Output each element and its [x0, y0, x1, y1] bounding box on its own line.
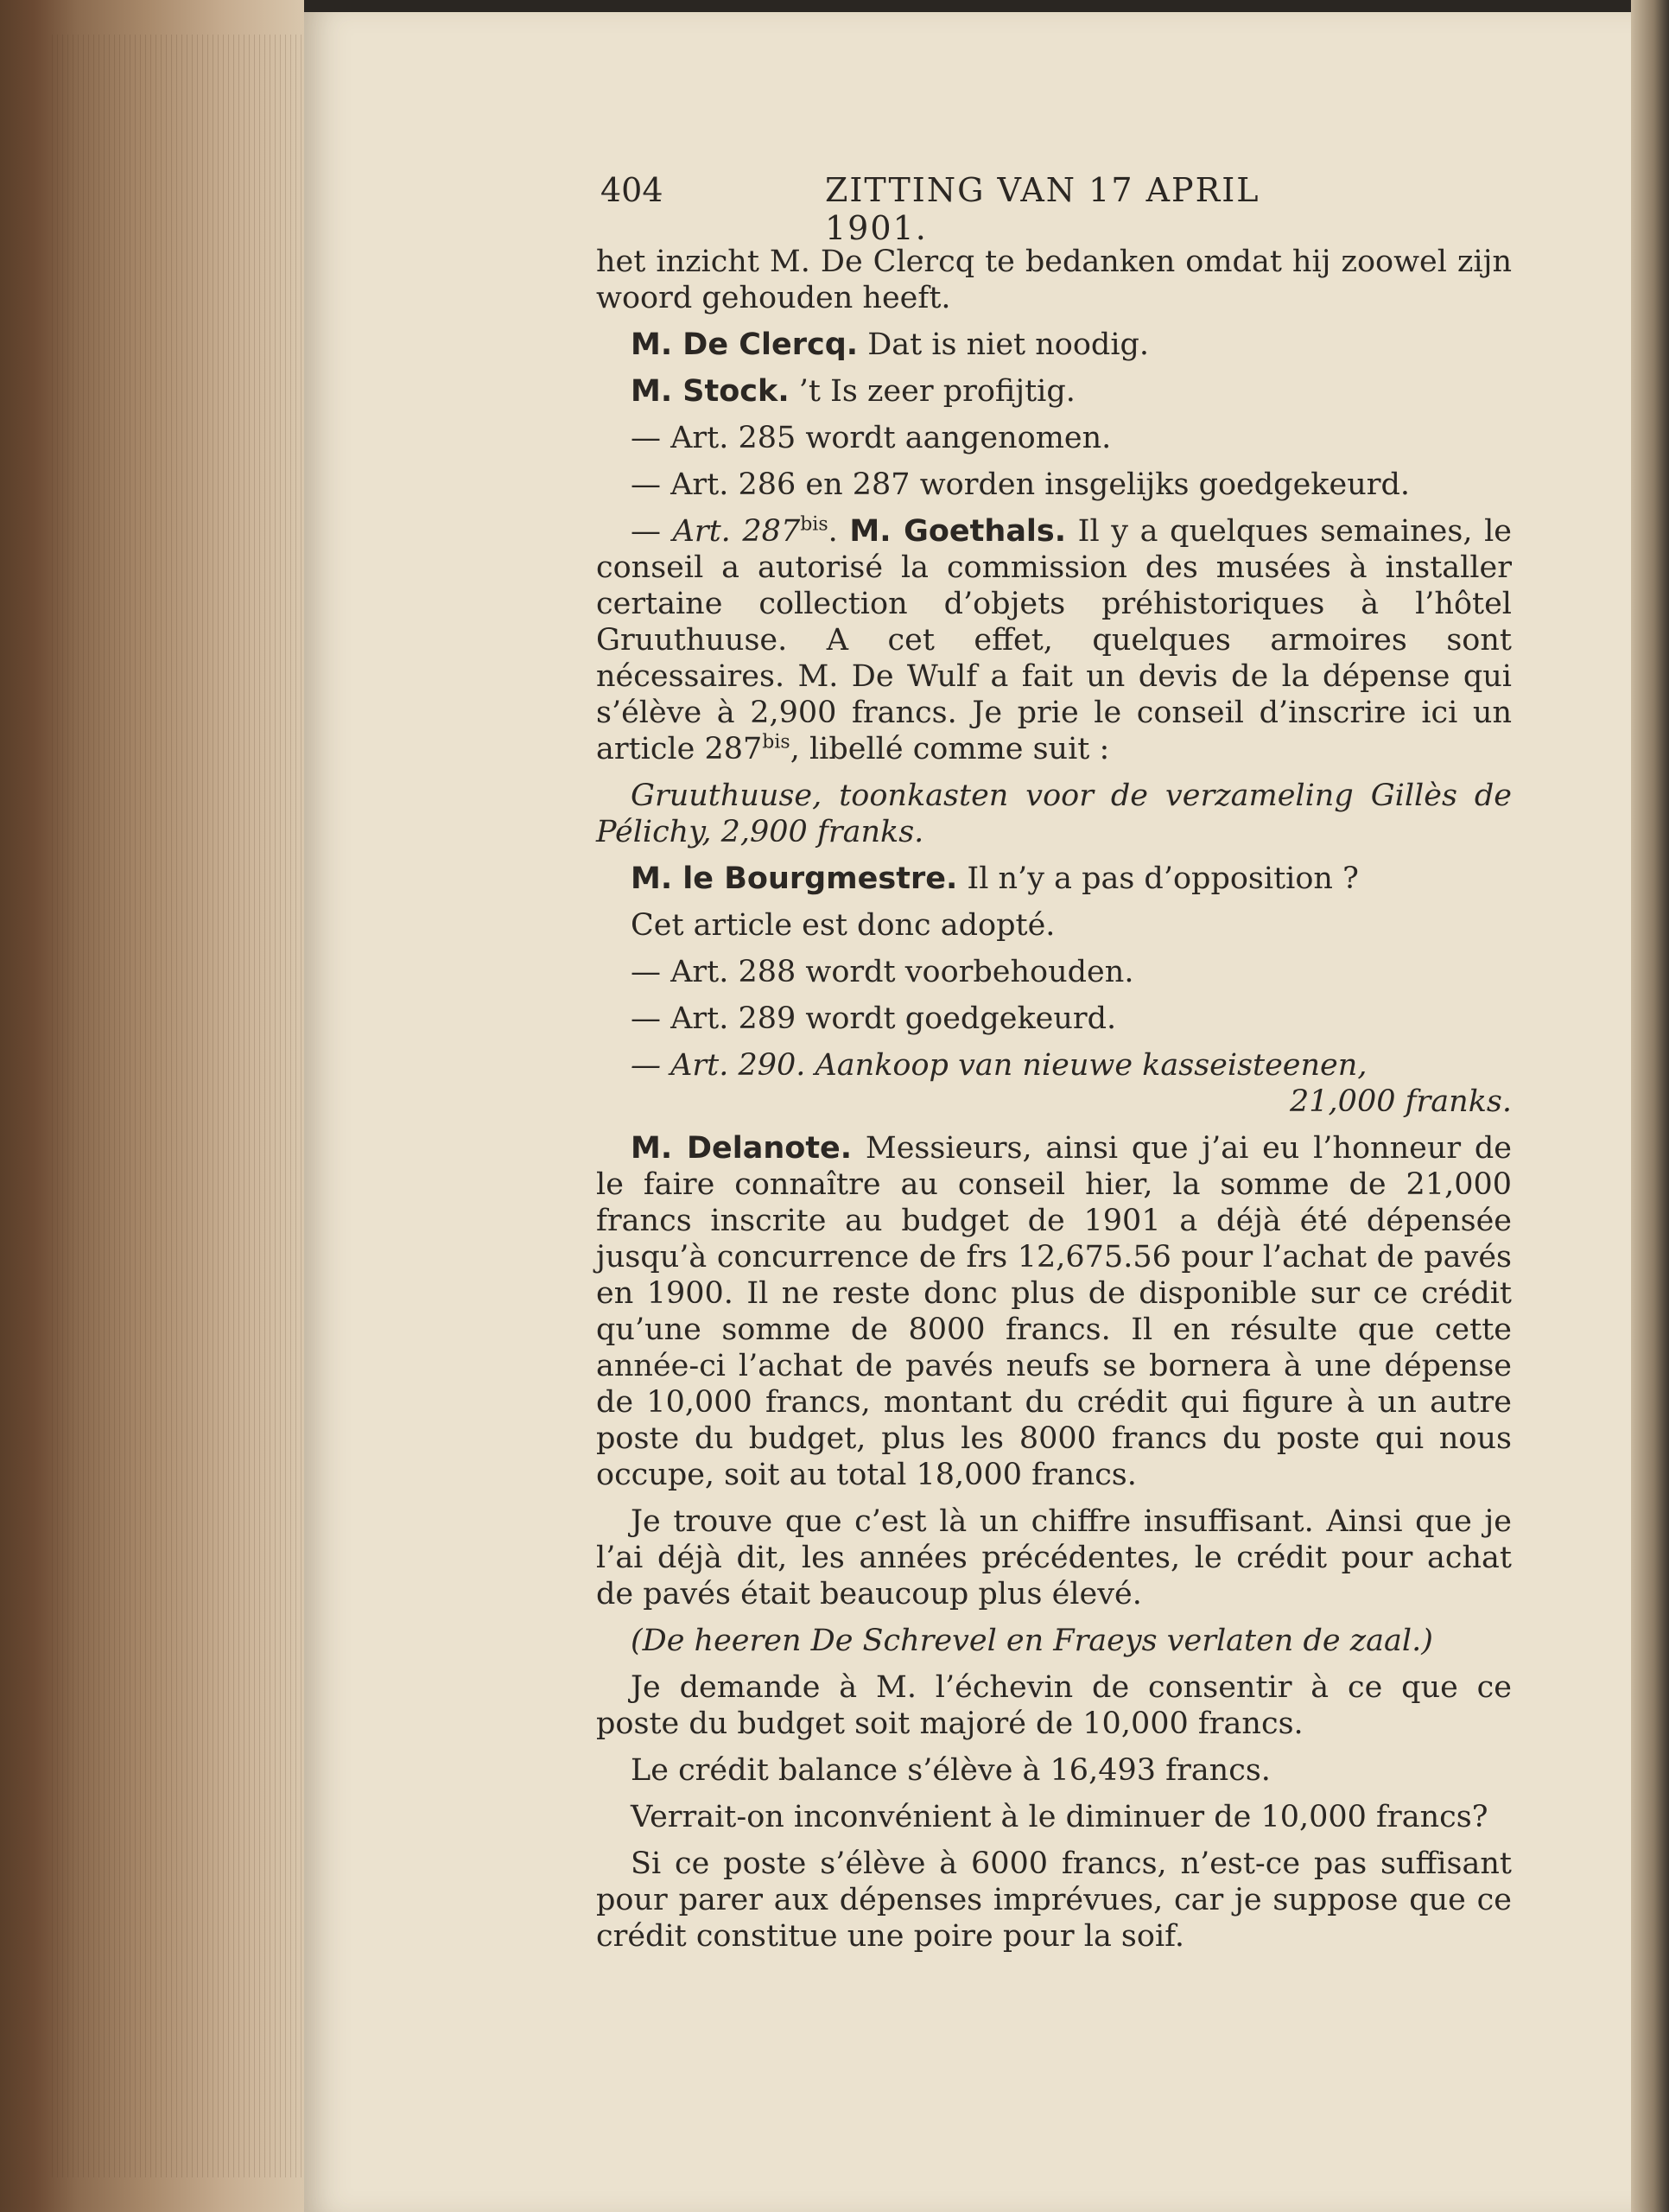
paragraph	[596, 467, 1512, 503]
speaker-name: M. De Clercq.	[631, 327, 859, 362]
paragraph	[596, 954, 1512, 990]
paragraph	[596, 1669, 1512, 1742]
text: , libellé comme suit :	[790, 732, 1110, 766]
paragraph	[596, 1846, 1512, 1955]
text: 21,000 franks.	[1290, 1084, 1512, 1119]
text: Je trouve que c’est là un chiffre insuffisant. Ainsi que je l’ai déjà dit, les années précédentes, le crédit pour achat de pavés était beaucoup plus élevé.	[596, 1504, 1512, 1611]
book-page-edges	[0, 0, 304, 2212]
text: — Art. 285 wordt aangenomen.	[631, 421, 1112, 455]
paragraph	[596, 1752, 1512, 1789]
text: — Art. 286 en 287 worden insgelijks goedgekeurd.	[631, 467, 1411, 502]
text: Cet article est donc adopté.	[631, 908, 1056, 943]
page-edge-lines	[52, 35, 302, 2177]
facing-page-edge	[1631, 0, 1669, 2212]
superscript: bis	[762, 731, 790, 753]
paragraph	[596, 778, 1512, 850]
text: het inzicht M. De Clercq te bedanken omdat hij zoowel zijn woord gehouden heeft.	[596, 245, 1512, 315]
speaker-name: M. le Bourgmestre.	[631, 861, 958, 896]
text: Dat is niet noodig.	[858, 327, 1150, 362]
paragraph	[596, 1084, 1512, 1120]
text: Je demande à M. l’échevin de consentir à ce que ce poste du budget soit majoré de 10,000 francs.	[596, 1670, 1512, 1741]
running-header	[600, 171, 1291, 247]
paragraph	[596, 1130, 1512, 1493]
paragraph	[596, 1623, 1512, 1659]
speaker-name: M. Delanote.	[631, 1131, 853, 1166]
article-ref: Art. 287	[672, 514, 801, 549]
text: Si ce poste s’élève à 6000 francs, n’est-ce pas suffisant pour parer aux dépenses imprévues, car je suppose que ce crédit constitue une poire pour la soif.	[596, 1847, 1512, 1954]
paragraph	[596, 1047, 1512, 1084]
text: .	[828, 514, 850, 549]
paragraph	[596, 327, 1512, 363]
paragraph	[596, 1001, 1512, 1037]
text: — Art. 290. Aankoop van nieuwe kasseisteenen,	[631, 1048, 1368, 1083]
running-title: ZITTING VAN 17 APRIL 1901.	[825, 171, 1260, 247]
text: Verrait-on inconvénient à le diminuer de 10,000 francs?	[631, 1800, 1488, 1834]
text: Il y a quelques semaines, le conseil a autorisé la commission des musées à installer certaine collection d’objets préhistoriques à l’hôtel Gruuthuuse. A cet effet, quelques armoires sont nécessaires. M. De Wulf a fait un devis de la dépense qui s’élève à 2,900 francs. Je prie le conseil d’inscrire ici un article 287	[596, 514, 1512, 766]
page-number: 404	[600, 171, 663, 209]
paragraph	[596, 244, 1512, 316]
superscript: bis	[800, 513, 828, 536]
paragraph	[596, 373, 1512, 410]
paragraph	[596, 861, 1512, 897]
paragraph	[596, 420, 1512, 456]
text: Il n’y a pas d’opposition ?	[957, 861, 1359, 896]
text: ’t Is zeer profijtig.	[789, 374, 1076, 409]
paragraph	[596, 907, 1512, 944]
paragraph	[596, 1503, 1512, 1612]
text: —	[631, 514, 673, 549]
text: — Art. 288 wordt voorbehouden.	[631, 955, 1134, 989]
page-body	[596, 244, 1512, 1955]
speaker-name: M. Goethals.	[849, 514, 1067, 549]
text: — Art. 289 wordt goedgekeurd.	[631, 1001, 1117, 1036]
text: Messieurs, ainsi que j’ai eu l’honneur de le faire connaître au conseil hier, la somme de 21,000 francs inscrite au budget de 1901 a déjà été dépensée jusqu’à concurrence de frs 12,675.56 pour l’achat de pavés en 1900. Il ne reste donc plus de disponible sur ce crédit qu’une somme de 8000 francs. Il en résulte que cette année-ci l’achat de pavés neufs se bornera à une dépense de 10,000 francs, montant du crédit qui figure à un autre poste du budget, plus les 8000 francs du poste qui nous occupe, soit au total 18,000 francs.	[596, 1131, 1512, 1492]
text: (De heeren De Schrevel en Fraeys verlaten de zaal.)	[631, 1624, 1433, 1658]
paragraph	[596, 513, 1512, 767]
paragraph	[596, 1799, 1512, 1835]
text: Le crédit balance s’élève à 16,493 francs.	[631, 1753, 1271, 1788]
speaker-name: M. Stock.	[631, 374, 790, 409]
text: Gruuthuuse, toonkasten voor de verzameling Gillès de Pélichy, 2,900 franks.	[596, 779, 1512, 849]
